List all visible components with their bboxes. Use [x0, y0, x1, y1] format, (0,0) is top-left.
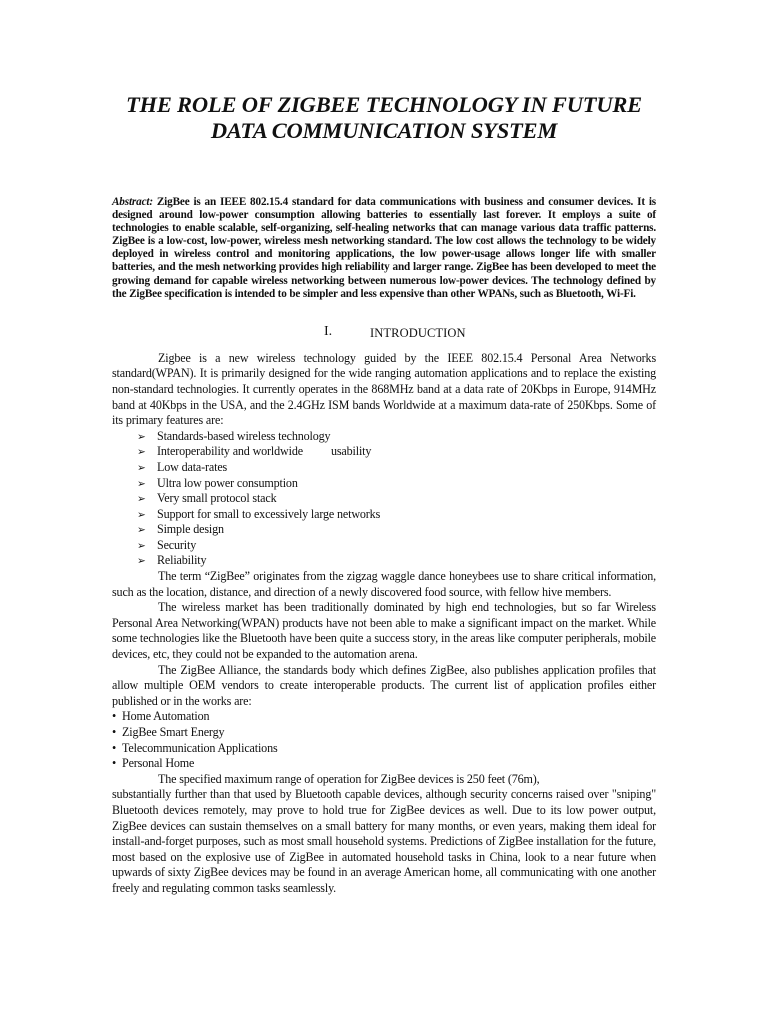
list-item: • ZigBee Smart Energy	[112, 725, 225, 739]
section-number: I.	[324, 323, 333, 339]
range-paragraph: substantially further than that used by Bluetooth capable devices, although security concerns raised over "sniping" Bluetooth devices remotely, may prove to hold true for ZigBee devices as well. Due to its low power output, ZigBee devices can sustain themselves on a small battery for many months, or even years, making them ideal for install-and-forget purposes, such as most small household systems. Predictions of ZigBee installation for the future, most based on the explosive use of ZigBee in automated household tasks in China, look to a near future when upwards of sixty ZigBee devices may be found in an average American home, all communicating with one another freely and regulating common tasks seamlessly.	[112, 787, 656, 895]
arrow-bullet-icon: ➢	[137, 539, 146, 552]
arrow-bullet-icon: ➢	[137, 461, 146, 474]
list-item: ➢ Ultra low power consumption	[137, 476, 656, 492]
arrow-bullet-icon: ➢	[137, 508, 146, 521]
wireless-market-paragraph: The wireless market has been traditionally dominated by high end technologies, but so far Wireless Personal Area Networking(WPAN) products have not been able to make a significant impact on the market. While some technologies like the Bluetooth have been quite a success story, in the areas like computer peripherals, mobile devices, etc, they could not be expanded to the automation arena.	[112, 600, 656, 662]
list-item: ➢ Reliability	[137, 553, 656, 569]
list-item: • Home Automation	[112, 709, 210, 724]
feature-extra-word: usability	[330, 444, 372, 459]
intro-paragraph: Zigbee is a new wireless technology guided by the IEEE 802.15.4 Personal Area Networks standard(WPAN). It is primarily designed for the wide ranging automation applications and to replace the existing non-standard technologies. It currently operates in the 868MHz band at a data rate of 20Kbps in Europe, 914MHz band at 40Kbps in the USA, and the 2.4GHz ISM bands Worldwide at a maximum data-rate of 250Kbps. Some of its primary features are:	[112, 350, 656, 428]
range-first-line: The specified maximum range of operation for ZigBee devices is 250 feet (76m),	[158, 771, 540, 786]
section-title: INTRODUCTION	[370, 325, 466, 340]
list-item: ➢ Support for small to excessively large networks	[137, 507, 656, 523]
arrow-bullet-icon: ➢	[137, 477, 146, 490]
application-profiles-list	[112, 709, 656, 771]
section-body	[112, 351, 656, 897]
arrow-bullet-icon: ➢	[137, 555, 146, 568]
list-item: ➢ Low data-rates	[137, 460, 656, 476]
zigbee-name-paragraph: The term “ZigBee” originates from the zigzag waggle dance honeybees use to share critical information, such as the location, distance, and direction of a newly discovered food source, with fellow hive members.	[112, 569, 656, 599]
features-list	[112, 429, 656, 569]
bullet-dot-icon: •	[112, 725, 117, 739]
arrow-bullet-icon: ➢	[137, 524, 146, 537]
list-item: • Personal Home	[112, 756, 195, 771]
abstract	[112, 196, 656, 301]
bullet-dot-icon: •	[112, 756, 117, 771]
list-item: • Telecommunication Applications	[112, 740, 278, 755]
list-item: ➢ Interoperability and worldwide usability	[137, 444, 656, 460]
bullet-dot-icon: •	[112, 709, 117, 724]
paper-title	[112, 0, 656, 144]
section-heading	[112, 324, 656, 344]
arrow-bullet-icon: ➢	[137, 493, 146, 506]
arrow-bullet-icon: ➢	[137, 430, 146, 443]
abstract-text: ZigBee is an IEEE 802.15.4 standard for data communications with business and consumer devices. It is designed around low-power consumption allowing batteries to essentially last forever. It employs a suite of technologies to enable scalable, self-organizing, self-healing networks that can manage various data traffic patterns. ZigBee is a low-cost, low-power, wireless mesh networking standard. The low cost allows the technology to be widely deployed in wireless control and monitoring applications, the low power-usage allows longer life with smaller batteries, and the mesh networking provides high reliability and larger range. ZigBee has been developed to meet the growing demand for capable wireless networking between numerous low-power devices. The technology defined by the ZigBee specification is intended to be simpler and less expensive than other WPANs, such as Bluetooth, Wi-Fi.	[112, 196, 656, 300]
title-line-1: THE ROLE OF ZIGBEE TECHNOLOGY IN FUTURE	[125, 92, 642, 117]
list-item: ➢ Very small protocol stack	[137, 491, 656, 507]
arrow-bullet-icon: ➢	[137, 446, 146, 459]
abstract-label: Abstract:	[112, 196, 153, 208]
alliance-paragraph: The ZigBee Alliance, the standards body which defines ZigBee, also publishes application profiles that allow multiple OEM vendors to create interoperable products. The current list of application profiles either published or in the works are:	[112, 662, 656, 708]
title-line-2: DATA COMMUNICATION SYSTEM	[210, 118, 558, 143]
list-item: ➢ Security	[137, 538, 656, 554]
bullet-dot-icon: •	[112, 740, 117, 755]
list-item: ➢ Simple design	[137, 522, 656, 538]
list-item: ➢ Standards-based wireless technology	[137, 429, 656, 445]
